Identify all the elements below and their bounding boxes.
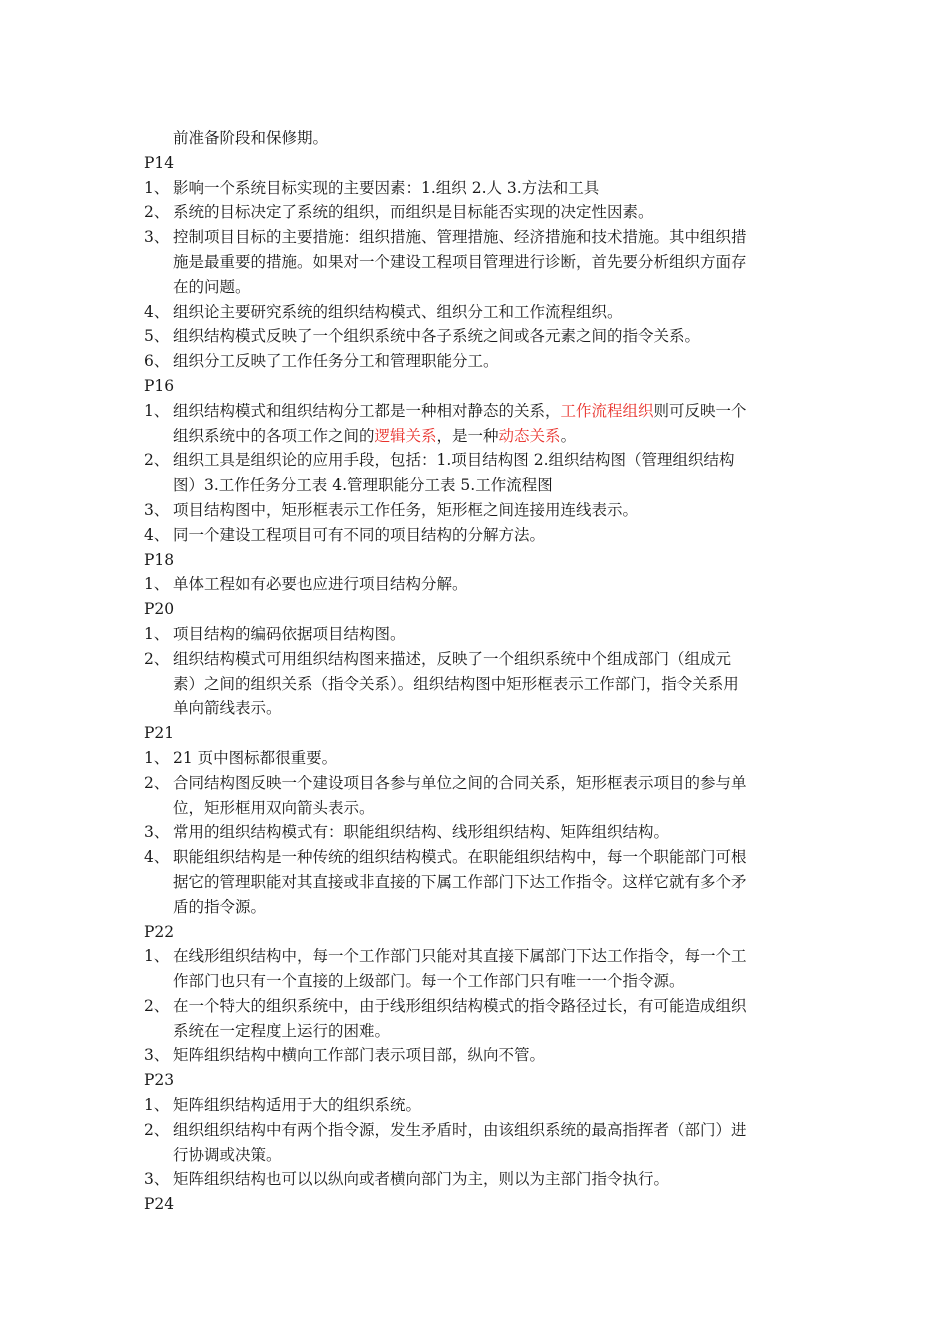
item-line: 在一个特大的组织系统中，由于线形组织结构模式的指令路径过长，有可能造成组织: [173, 996, 747, 1015]
item-number: 6、: [144, 352, 170, 371]
item-text: [173, 1093, 809, 1118]
list-item: [144, 1043, 809, 1068]
highlight-text: 动态关系: [498, 426, 561, 445]
item-number: 4、: [144, 302, 170, 321]
item-number: 2、: [144, 203, 170, 222]
item-number: 3、: [144, 228, 170, 247]
list-item: [144, 994, 809, 1044]
item-text: [173, 845, 809, 919]
item-line: 在线形组织结构中，每一个工作部门只能对其直接下属部门下达工作指令，每一个工: [173, 947, 747, 966]
item-number: 3、: [144, 500, 170, 519]
lead-line: 前准备阶段和保修期。: [173, 129, 329, 147]
item-line: 矩阵组织结构适用于大的组织系统。: [173, 1096, 422, 1115]
item-line: [173, 399, 809, 424]
item-line: 组织论主要研究系统的组织结构模式、组织分工和工作流程组织。: [173, 302, 623, 321]
item-number: 2、: [144, 1120, 170, 1139]
item-number: 4、: [144, 848, 170, 867]
item-text: [173, 994, 809, 1044]
item-line: 施是最重要的措施。如果对一个建设工程项目管理进行诊断，首先要分析组织方面存: [173, 252, 747, 271]
item-line: 图）3.工作任务分工表 4.管理职能分工表 5.工作流程图: [173, 476, 553, 495]
list-item: [144, 349, 809, 374]
item-line: 影响一个系统目标实现的主要因素：1.组织 2.人 3.方法和工具: [173, 178, 600, 197]
item-number: 3、: [144, 1170, 170, 1189]
item-text: [173, 622, 809, 647]
list-item: [144, 944, 809, 994]
list-item: [144, 1093, 809, 1118]
list-item: [144, 523, 809, 548]
item-text: [173, 200, 809, 225]
highlight-text: 逻辑关系: [374, 426, 437, 445]
item-number: 1、: [144, 947, 170, 966]
text-run: 。: [560, 426, 577, 445]
item-number: 2、: [144, 996, 170, 1015]
item-number: 1、: [144, 748, 170, 767]
list-item: [144, 324, 809, 349]
item-text: [173, 746, 809, 771]
item-text: [173, 324, 809, 349]
item-number: 2、: [144, 451, 170, 470]
item-text: [173, 349, 809, 374]
item-line: 组织工具是组织论的应用手段，包括：1.项目结构图 2.组织结构图（管理组织结构: [173, 451, 735, 470]
item-line: 位，矩形框用双向箭头表示。: [173, 798, 375, 817]
section-heading: P16: [144, 376, 175, 395]
list-item: [144, 622, 809, 647]
item-text: [173, 225, 809, 299]
section-heading: P21: [144, 724, 175, 743]
item-line: 组织分工反映了工作任务分工和管理职能分工。: [173, 352, 499, 371]
item-line: 盾的指令源。: [173, 897, 267, 916]
item-line: 据它的管理职能对其直接或非直接的下属工作部门下达工作指令。这样它就有多个矛: [173, 872, 747, 891]
item-line: 合同结构图反映一个建设项目各参与单位之间的合同关系，矩形框表示项目的参与单: [173, 773, 747, 792]
list-item: [144, 1118, 809, 1168]
item-line: 职能组织结构是一种传统的组织结构模式。在职能组织结构中，每一个职能部门可根: [173, 848, 747, 867]
item-number: 5、: [144, 327, 170, 346]
item-text: [173, 399, 809, 449]
item-text: [173, 523, 809, 548]
item-line: 控制项目目标的主要措施：组织措施、管理措施、经济措施和技术措施。其中组织措: [173, 228, 747, 247]
section-heading: P24: [144, 1195, 175, 1214]
item-line: 组织结构模式反映了一个组织系统中各子系统之间或各元素之间的指令关系。: [173, 327, 701, 346]
item-line: [173, 424, 809, 449]
section-heading: P18: [144, 550, 175, 569]
item-number: 1、: [144, 575, 170, 594]
list-item: [144, 845, 809, 919]
item-text: [173, 647, 809, 721]
item-number: 1、: [144, 401, 170, 420]
item-number: 3、: [144, 823, 170, 842]
item-line: 单体工程如有必要也应进行项目结构分解。: [173, 575, 468, 594]
item-line: 在的问题。: [173, 277, 251, 296]
section-heading: P20: [144, 600, 175, 619]
list-item: [144, 820, 809, 845]
text-run: ，是一种: [436, 426, 499, 445]
item-line: 项目结构图中，矩形框表示工作任务，矩形框之间连接用连线表示。: [173, 500, 639, 519]
item-number: 3、: [144, 1046, 170, 1065]
list-item: [144, 771, 809, 821]
list-item: [144, 448, 809, 498]
item-line: 系统的目标决定了系统的组织，而组织是目标能否实现的决定性因素。: [173, 203, 654, 222]
item-text: [173, 1167, 809, 1192]
item-number: 4、: [144, 525, 170, 544]
item-line: 21 页中图标都很重要。: [173, 748, 338, 767]
item-line: 行协调或决策。: [173, 1145, 282, 1164]
item-text: [173, 820, 809, 845]
item-line: 矩阵组织结构中横向工作部门表示项目部，纵向不管。: [173, 1046, 546, 1065]
text-run: 组织系统中的各项工作之间的: [173, 426, 375, 445]
item-text: [173, 1043, 809, 1068]
list-item: [144, 399, 809, 449]
item-line: 作部门也只有一个直接的上级部门。每一个工作部门只有唯一一个指令源。: [173, 972, 685, 991]
item-line: 矩阵组织结构也可以以纵向或者横向部门为主，则以为主部门指令执行。: [173, 1170, 670, 1189]
item-text: [173, 771, 809, 821]
item-line: 组织组织结构中有两个指令源，发生矛盾时，由该组织系统的最高指挥者（部门）进: [173, 1120, 747, 1139]
item-number: 1、: [144, 178, 170, 197]
item-line: 素）之间的组织关系（指令关系）。组织结构图中矩形框表示工作部门，指令关系用: [173, 674, 739, 693]
text-run: 组织结构模式和组织结构分工都是一种相对静态的关系，: [173, 401, 561, 420]
section-heading: P22: [144, 922, 175, 941]
list-item: [144, 746, 809, 771]
list-item: [144, 647, 809, 721]
item-text: [173, 572, 809, 597]
list-item: [144, 572, 809, 597]
item-line: 项目结构的编码依据项目结构图。: [173, 624, 406, 643]
text-run: 则可反映一个: [653, 401, 747, 420]
list-item: [144, 498, 809, 523]
item-text: [173, 300, 809, 325]
list-item: [144, 1167, 809, 1192]
item-text: [173, 944, 809, 994]
item-text: [173, 498, 809, 523]
item-number: 1、: [144, 624, 170, 643]
document-body: [144, 126, 809, 1217]
item-line: 系统在一定程度上运行的困难。: [173, 1021, 391, 1040]
item-number: 2、: [144, 773, 170, 792]
list-item: [144, 200, 809, 225]
item-number: 1、: [144, 1096, 170, 1115]
highlight-text: 工作流程组织: [560, 401, 654, 420]
section-heading: P23: [144, 1071, 175, 1090]
item-text: [173, 448, 809, 498]
item-number: 2、: [144, 649, 170, 668]
list-item: [144, 225, 809, 299]
item-text: [173, 176, 809, 201]
item-line: 同一个建设工程项目可有不同的项目结构的分解方法。: [173, 525, 546, 544]
item-text: [173, 1118, 809, 1168]
item-line: 常用的组织结构模式有：职能组织结构、线形组织结构、矩阵组织结构。: [173, 823, 670, 842]
list-item: [144, 300, 809, 325]
list-item: [144, 176, 809, 201]
item-line: 组织结构模式可用组织结构图来描述，反映了一个组织系统中个组成部门（组成元: [173, 649, 732, 668]
section-heading: P14: [144, 153, 175, 172]
item-line: 单向箭线表示。: [173, 699, 282, 718]
